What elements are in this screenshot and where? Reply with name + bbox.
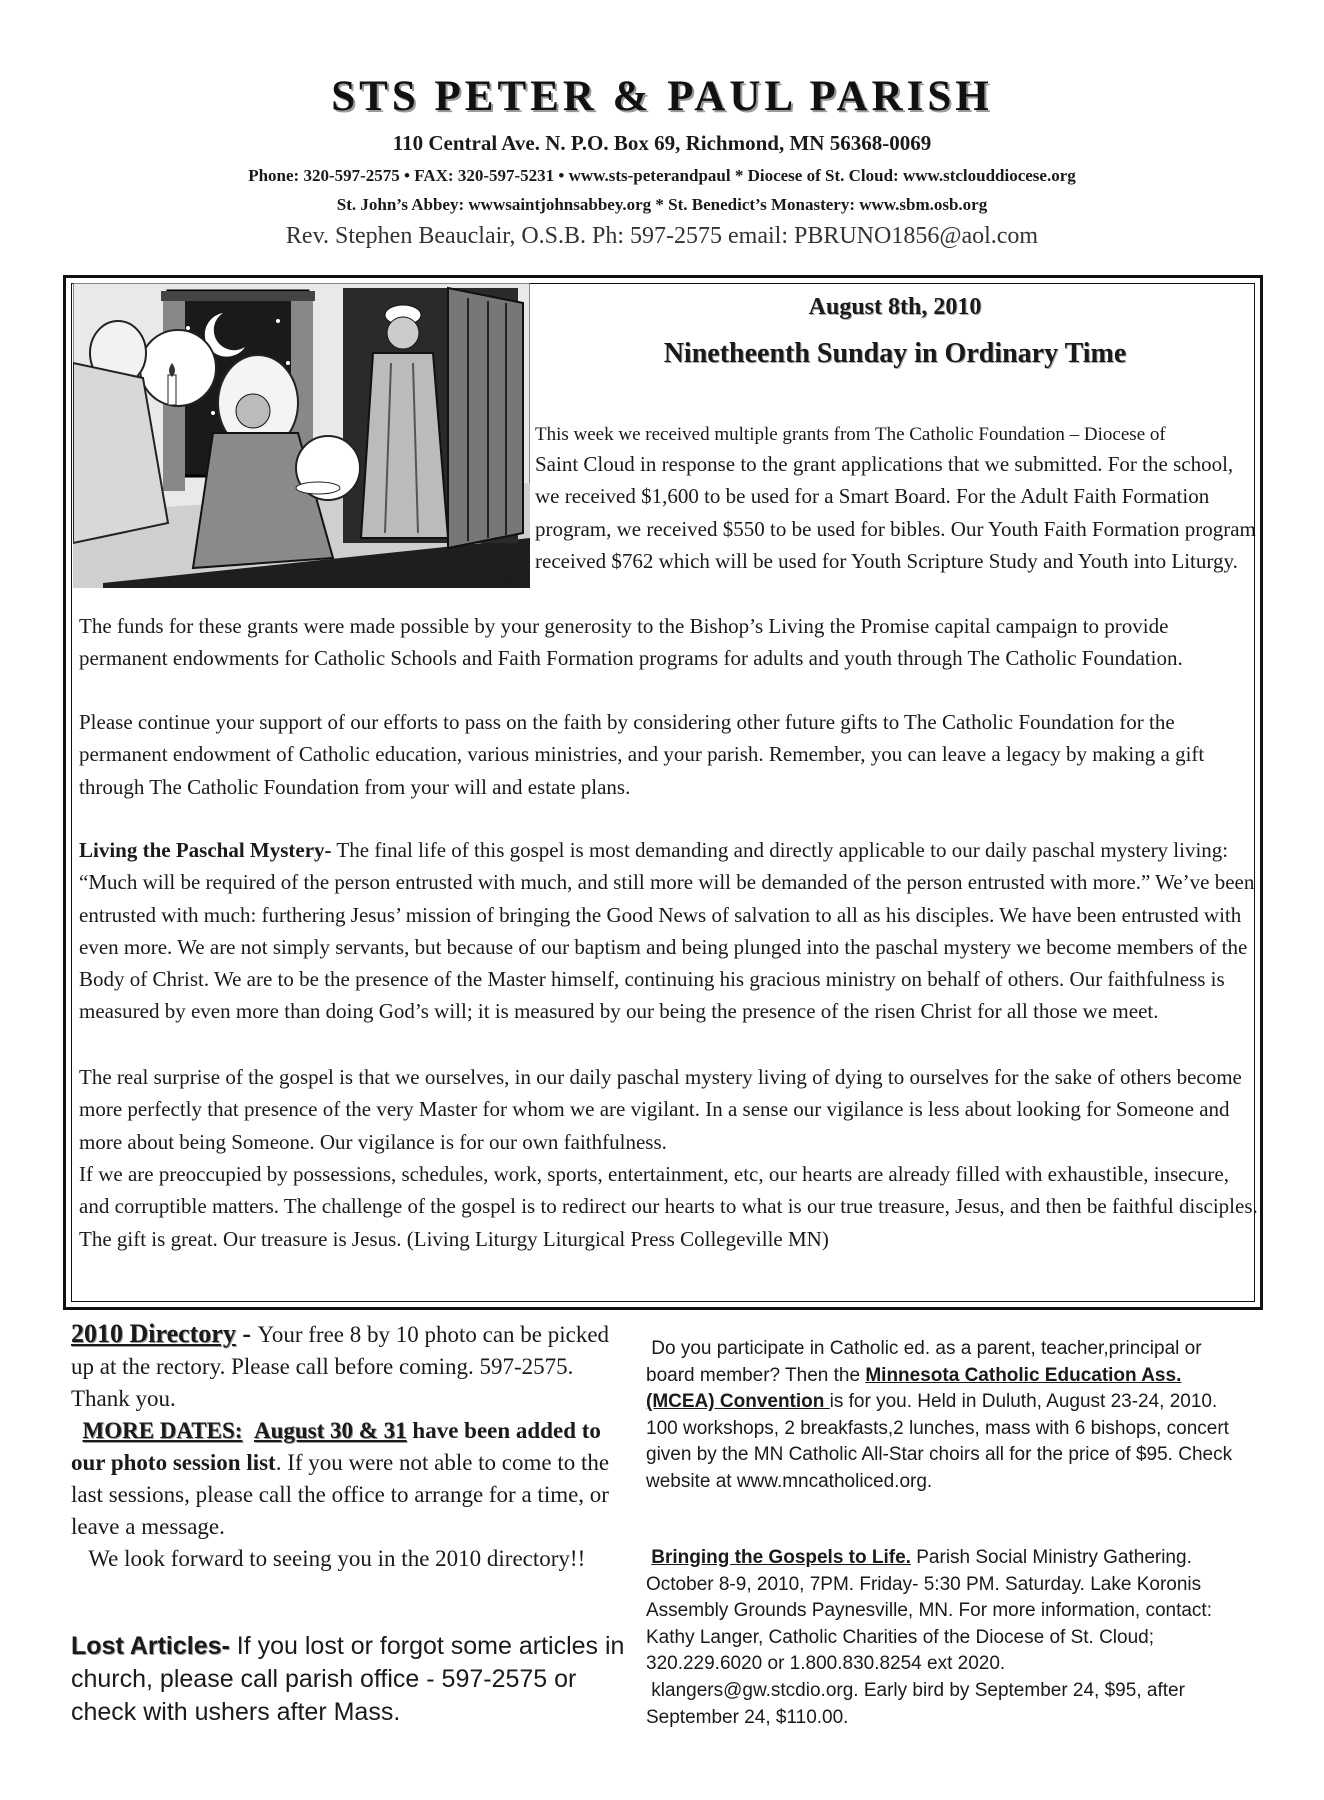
mcea-text-1: Do you participate in Catholic ed. as a parent, teacher,principal or board member? Then the xyxy=(646,1338,1202,1386)
paschal-mystery-paragraph xyxy=(79,834,1261,1028)
illustration-credit: ©LPi xyxy=(502,574,522,584)
contact-line-1: Phone: 320-597-2575 • FAX: 320-597-5231 • www.sts-peterandpaul * Diocese of St. Cloud: www.stclouddiocese.org xyxy=(248,166,1076,185)
contact-line-2: St. John’s Abbey: wwwsaintjohnsabbey.org * St. Benedict’s Monastery: www.sbm.osb.org xyxy=(336,195,988,214)
directory-heading-dash: - xyxy=(235,1319,258,1348)
paschal-mystery-heading: Living the Paschal Mystery- xyxy=(79,838,332,862)
gospel-surprise-paragraph: The real surprise of the gospel is that we ourselves, in our daily paschal mystery living of dying to ourselves for the sake of others become more perfectly that presence of the very Master for whom we are vigilant. In a sense our vigilance is less about looking for Someone and more about being Someone. Our vigilance is for our own faithfulness. xyxy=(79,1065,1242,1154)
mcea-convention-notice xyxy=(646,1336,1246,1496)
grant-paragraph: Saint Cloud in response to the grant applications that we submitted. For the school, we received $1,600 to be used for a Smart Board. For the Adult Faith Formation program, we received $550 to be used for bibles. Our Youth Faith Formation program received $762 which will be used for Youth Scripture Study and Youth into Liturgy. xyxy=(535,452,1256,573)
funds-paragraph: The funds for these grants were made possible by your generosity to the Bishop’s Living the Promise capital campaign to provide permanent endowments for Catholic Schools and Faith Formation programs for adults and youth through The Catholic Foundation. xyxy=(79,614,1183,671)
mcea-text-2: is for you. Held in Duluth, August 23-24, 2010. 100 workshops, 2 breakfasts,2 lunches, mass with 6 bishops, concert given by the MN Catholic All-Star choirs all for the price of $95. Check website at www.mncatholiced.org. xyxy=(646,1391,1233,1492)
more-dates-label: MORE DATES: xyxy=(82,1418,243,1443)
grant-paragraph-first-line: This week we received multiple grants from The Catholic Foundation – Diocese of xyxy=(535,424,1166,445)
continue-support-paragraph: Please continue your support of our efforts to pass on the faith by considering other future gifts to The Catholic Foundation for the permanent endowment of Catholic education, various ministries, and your parish. Remember, you can leave a legacy by making a gift through The Catholic Foundation from your will and estate plans. xyxy=(79,710,1205,799)
gospels-heading-link[interactable]: Bringing the Gospels to Life. xyxy=(651,1547,911,1568)
more-dates-dates: August 30 & 31 xyxy=(253,1418,407,1443)
directory-heading: 2010 Directory xyxy=(71,1319,236,1348)
lost-articles-heading: Lost Articles- xyxy=(71,1632,230,1660)
preoccupied-paragraph: If we are preoccupied by possessions, schedules, work, sports, entertainment, etc, our hearts are already filled with exhaustible, insecure, and corruptible matters. The challenge of the gospel is to redirect our hearts to what is our true treasure, Jesus, and then be faithful disciples. The gift is great. Our treasure is Jesus. (Living Liturgy Liturgical Press Collegeville MN) xyxy=(79,1162,1258,1251)
lost-articles-text: If you lost or forgot some articles in church, please call parish office - 597-2575 or check with ushers after Mass. xyxy=(71,1632,625,1726)
pastor-line: Rev. Stephen Beauclair, O.S.B. Ph: 597-2575 email: PBRUNO1856@aol.com xyxy=(285,223,1039,249)
paschal-mystery-text: The final life of this gospel is most demanding and directly applicable to our daily paschal mystery living: “Much will be required of the person entrusted with much, and still more will be demanded of the person entrusted with more.” We’ve been entrusted with much: furthering Jesus’ mission of bringing the Good News of salvation to all as his disciples. We have been entrusted with even more. We are not simply servants, but because of our baptism and being plunged into the paschal mystery we become members of the Body of Christ. We are to be the presence of the Master himself, continuing his gracious ministry on behalf of others. Our faithfulness is measured by even more than doing God’s will; it is measured by our being the presence of the risen Christ for all those we meet. xyxy=(79,838,1255,1024)
liturgical-sunday-title: Ninetheenth Sunday in Ordinary Time xyxy=(663,338,1127,369)
directory-text-3: We look forward to seeing you in the 2010 directory!! xyxy=(88,1546,586,1571)
social-ministry-notice xyxy=(646,1545,1246,1731)
parish-name: STS PETER & PAUL PARISH xyxy=(331,73,993,120)
parish-address: 110 Central Ave. N. P.O. Box 69, Richmond, MN 56368-0069 xyxy=(392,131,932,155)
bulletin-date: August 8th, 2010 xyxy=(808,294,982,320)
directory-text-2: . If you were not able to come to the last sessions, please call the office to arrange for a time, or leave a message. xyxy=(71,1450,610,1539)
gospels-text-2: klangers@gw.stcdio.org. Early bird by September 24, $95, after September 24, $110.00. xyxy=(646,1679,1185,1728)
gospels-text-1: Parish Social Ministry Gathering. October 8-9, 2010, 7PM. Friday- 5:30 PM. Saturday. Lake Koronis Assembly Grounds Paynesville, MN. For more information, contact: Kathy Langer, Catholic Charities of the Diocese of St. Cloud; 320.229.6020 or 1.800.830.8254 ext 2020. xyxy=(646,1547,1212,1675)
directory-notice xyxy=(71,1318,631,1575)
more-dates-rest: have been added to our photo session list xyxy=(71,1418,601,1475)
parable-vigilant-servants-illustration-icon xyxy=(73,283,530,588)
lost-articles-notice xyxy=(71,1630,631,1729)
mcea-convention-link[interactable]: Minnesota Catholic Education Ass.(MCEA) Convention xyxy=(646,1364,1182,1413)
directory-text-1: Your free 8 by 10 photo can be picked up at the rectory. Please call before coming. 597-2575. Thank you. xyxy=(71,1322,610,1411)
